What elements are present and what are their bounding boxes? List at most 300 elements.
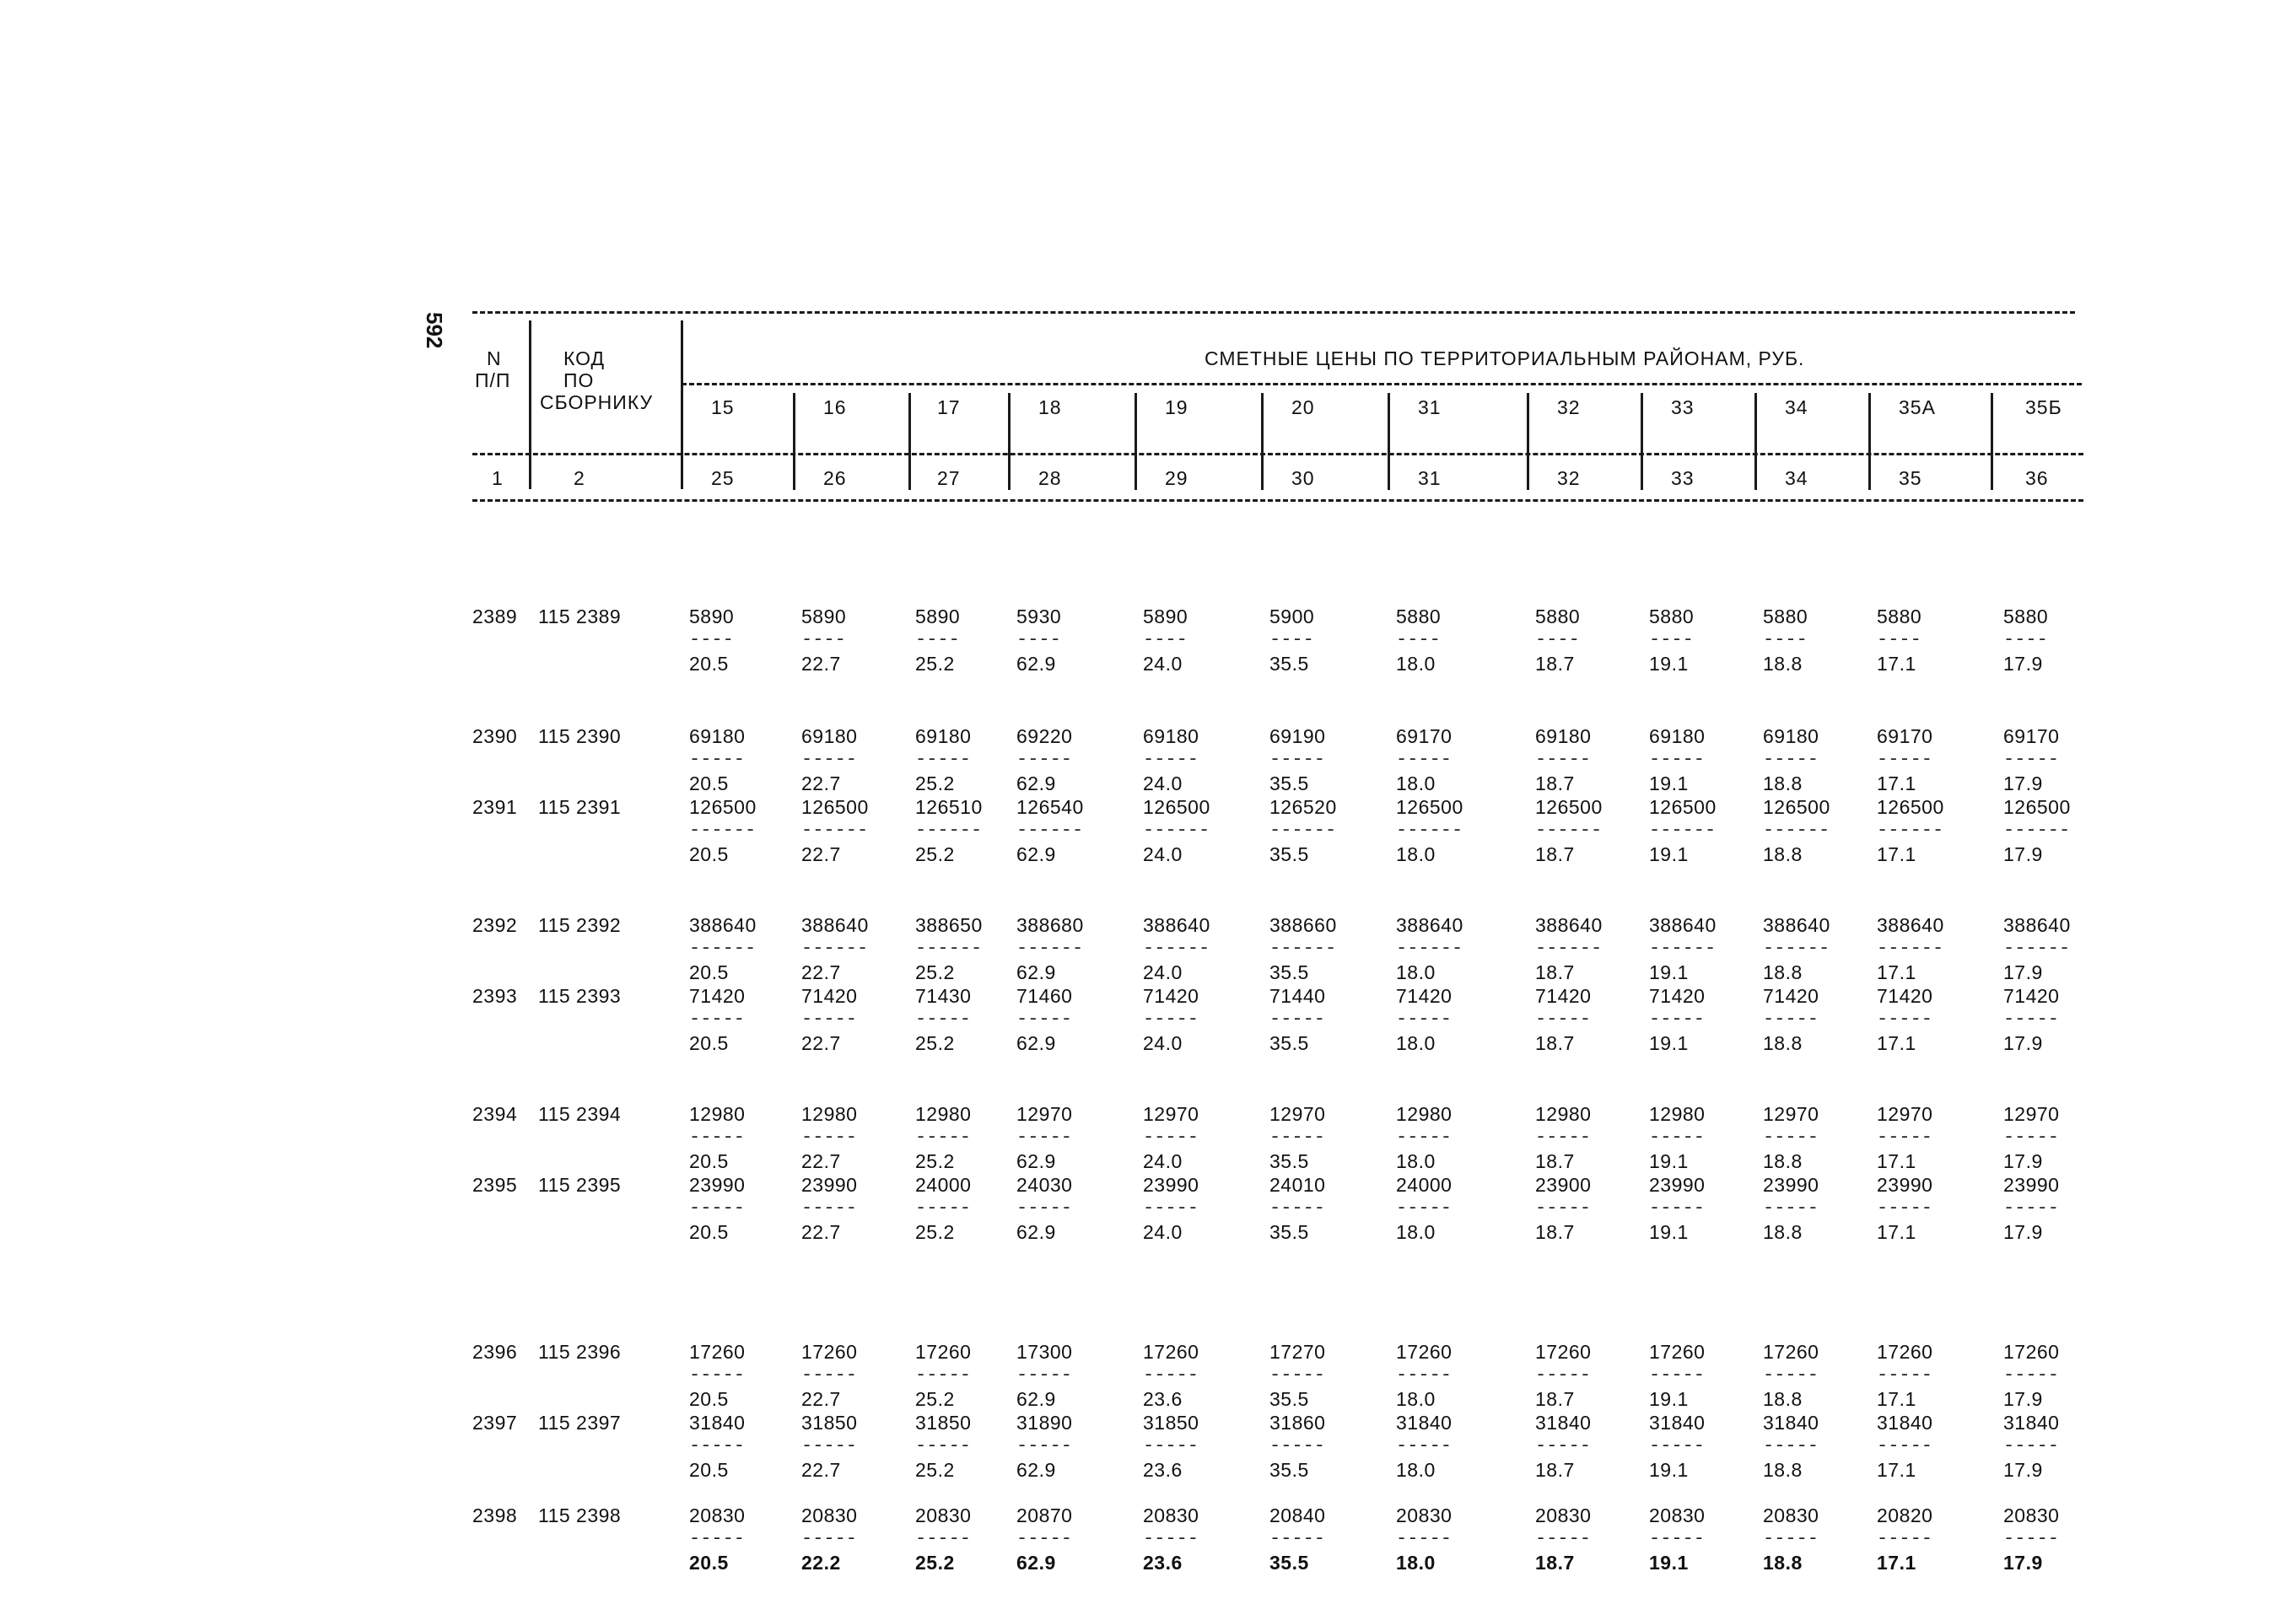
price-value: 69170 [2003,725,2060,747]
district-header-2: 17 [937,396,961,418]
column-index-12: 35 [1899,467,1922,489]
header-code-label-1: КОД [563,347,606,369]
price-value: 69180 [1763,725,1819,747]
price-value: 17300 [1016,1341,1073,1363]
coefficient-value: 20.5 [689,961,729,983]
fraction-dashes: ----- [1649,1435,1706,1456]
fraction-dashes: ---- [1649,629,1694,650]
price-value: 12980 [1649,1103,1706,1125]
coefficient-value: 25.2 [915,1552,955,1574]
header-code-label-3: СБОРНИКУ [540,391,654,413]
fraction-dashes: ----- [1763,1528,1819,1549]
price-value: 12970 [1269,1103,1326,1125]
fraction-dashes: ----- [1535,1009,1592,1030]
price-value: 24000 [1396,1174,1453,1196]
price-value: 126500 [2003,796,2071,818]
price-value: 5880 [1396,605,1442,627]
district-separator-9 [1868,393,1871,490]
fraction-dashes: ----- [1535,749,1592,770]
coefficient-value: 18.0 [1396,1552,1436,1574]
row-code: 115 2389 [538,605,622,627]
price-value: 69170 [1396,725,1453,747]
coefficient-value: 17.1 [1877,1221,1916,1243]
fraction-dashes: ----- [2003,1528,2060,1549]
header-sep-np [529,320,531,489]
fraction-dashes: ----- [1396,1528,1453,1549]
coefficient-value: 18.7 [1535,1221,1575,1243]
price-value: 31840 [2003,1412,2060,1434]
district-separator-6 [1527,393,1529,490]
price-value: 31840 [1877,1412,1933,1434]
column-index-4: 27 [937,467,961,489]
coefficient-value: 35.5 [1269,772,1309,794]
fraction-dashes: ------ [1396,938,1463,959]
price-value: 12970 [2003,1103,2060,1125]
fraction-dashes: ----- [1269,749,1326,770]
price-value: 5930 [1016,605,1062,627]
fraction-dashes: ----- [1649,1127,1706,1148]
coefficient-value: 22.7 [801,1459,841,1481]
column-index-7: 30 [1291,467,1315,489]
price-value: 388640 [1396,914,1463,936]
coefficient-value: 24.0 [1143,1150,1183,1172]
fraction-dashes: ----- [1143,749,1199,770]
price-value: 126500 [1649,796,1717,818]
coefficient-value: 18.0 [1396,772,1436,794]
fraction-dashes: ----- [1649,1364,1706,1386]
coefficient-value: 20.5 [689,1221,729,1243]
coefficient-value: 20.5 [689,1032,729,1054]
column-index-11: 34 [1785,467,1808,489]
row-number: 2393 [472,985,518,1007]
coefficient-value: 19.1 [1649,1459,1689,1481]
fraction-dashes: ----- [1269,1127,1326,1148]
coefficient-value: 19.1 [1649,843,1689,865]
fraction-dashes: ----- [689,1127,746,1148]
fraction-dashes: ----- [1649,1528,1706,1549]
fraction-dashes: ------ [1143,938,1210,959]
price-value: 388640 [1877,914,1944,936]
row-code: 115 2394 [538,1103,622,1125]
coefficient-value: 17.9 [2003,772,2043,794]
price-value: 126510 [915,796,983,818]
fraction-dashes: ---- [1143,629,1188,650]
price-value: 23990 [1877,1174,1933,1196]
coefficient-value: 17.1 [1877,1032,1916,1054]
price-value: 23990 [1649,1174,1706,1196]
fraction-dashes: ------ [1016,938,1084,959]
price-value: 20870 [1016,1504,1073,1526]
price-value: 388640 [801,914,869,936]
fraction-dashes: ----- [915,1127,972,1148]
price-value: 23990 [1143,1174,1199,1196]
fraction-dashes: ----- [915,1435,972,1456]
coefficient-value: 17.9 [2003,1459,2043,1481]
fraction-dashes: ----- [1396,1009,1453,1030]
price-value: 388680 [1016,914,1084,936]
page-number: 592 [422,312,447,349]
coefficient-value: 17.9 [2003,961,2043,983]
fraction-dashes: ----- [1535,1435,1592,1456]
coefficient-value: 17.1 [1877,653,1916,675]
fraction-dashes: ----- [915,1198,972,1219]
fraction-dashes: ---- [1016,629,1061,650]
coefficient-value: 25.2 [915,1388,955,1410]
price-value: 5880 [1877,605,1922,627]
price-value: 12980 [1535,1103,1592,1125]
price-value: 12980 [915,1103,972,1125]
fraction-dashes: ----- [1763,1198,1819,1219]
row-number: 2395 [472,1174,518,1196]
price-value: 126500 [1143,796,1210,818]
coefficient-value: 62.9 [1016,843,1056,865]
coefficient-value: 22.7 [801,1032,841,1054]
coefficient-value: 18.7 [1535,1388,1575,1410]
price-value: 17260 [1763,1341,1819,1363]
fraction-dashes: ----- [1016,1127,1073,1148]
fraction-dashes: ----- [2003,1435,2060,1456]
fraction-dashes: ----- [1877,1009,1933,1030]
price-value: 71420 [1877,985,1933,1007]
coefficient-value: 19.1 [1649,1388,1689,1410]
price-value: 126500 [1877,796,1944,818]
fraction-dashes: ----- [1649,1198,1706,1219]
price-value: 20820 [1877,1504,1933,1526]
coefficient-value: 23.6 [1143,1459,1183,1481]
fraction-dashes: ----- [915,749,972,770]
coefficient-value: 22.7 [801,653,841,675]
price-value: 388640 [1763,914,1830,936]
price-value: 388640 [2003,914,2071,936]
row-number: 2389 [472,605,518,627]
header-code-label-2: ПО [563,369,595,391]
coefficient-value: 19.1 [1649,961,1689,983]
fraction-dashes: ----- [1396,1435,1453,1456]
fraction-dashes: ------ [915,938,983,959]
coefficient-value: 62.9 [1016,1221,1056,1243]
fraction-dashes: ------ [801,938,869,959]
price-value: 5900 [1269,605,1315,627]
fraction-dashes: ------ [1649,938,1717,959]
coefficient-value: 20.5 [689,1150,729,1172]
row-code: 115 2390 [538,725,622,747]
fraction-dashes: ------ [915,820,983,841]
coefficient-value: 22.7 [801,1221,841,1243]
fraction-dashes: ------ [1269,820,1337,841]
fraction-dashes: ----- [801,1364,858,1386]
fraction-dashes: ------ [1535,820,1603,841]
price-value: 17260 [801,1341,858,1363]
coefficient-value: 62.9 [1016,961,1056,983]
coefficient-value: 18.8 [1763,1388,1803,1410]
fraction-dashes: ----- [1143,1528,1199,1549]
coefficient-value: 62.9 [1016,1032,1056,1054]
price-value: 31840 [1649,1412,1706,1434]
row-code: 115 2397 [538,1412,622,1434]
district-header-4: 19 [1165,396,1188,418]
fraction-dashes: ------ [1535,938,1603,959]
price-value: 23990 [689,1174,746,1196]
price-value: 20830 [1649,1504,1706,1526]
fraction-dashes: ----- [1016,1198,1073,1219]
coefficient-value: 17.1 [1877,1150,1916,1172]
district-separator-4 [1261,393,1264,490]
coefficient-value: 18.0 [1396,1032,1436,1054]
price-value: 17260 [2003,1341,2060,1363]
coefficient-value: 17.9 [2003,1032,2043,1054]
price-value: 17260 [1649,1341,1706,1363]
price-value: 126500 [689,796,757,818]
coefficient-value: 17.9 [2003,1552,2043,1574]
price-value: 23990 [2003,1174,2060,1196]
fraction-dashes: ----- [1877,1198,1933,1219]
price-value: 69170 [1877,725,1933,747]
price-value: 71420 [1143,985,1199,1007]
coefficient-value: 25.2 [915,1032,955,1054]
price-value: 126500 [801,796,869,818]
price-value: 5890 [689,605,735,627]
price-value: 17260 [915,1341,972,1363]
price-value: 31840 [689,1412,746,1434]
fraction-dashes: ----- [1763,1364,1819,1386]
fraction-dashes: ----- [915,1528,972,1549]
fraction-dashes: ----- [1143,1127,1199,1148]
price-value: 69190 [1269,725,1326,747]
fraction-dashes: ----- [1535,1364,1592,1386]
price-value: 12970 [1143,1103,1199,1125]
price-value: 20830 [801,1504,858,1526]
coefficient-value: 17.1 [1877,1388,1916,1410]
price-value: 69220 [1016,725,1073,747]
row-number: 2398 [472,1504,518,1526]
fraction-dashes: ----- [1535,1127,1592,1148]
price-value: 12980 [1396,1103,1453,1125]
fraction-dashes: ------ [1143,820,1210,841]
column-index-5: 28 [1038,467,1062,489]
coefficient-value: 18.7 [1535,1459,1575,1481]
price-value: 71420 [1396,985,1453,1007]
fraction-dashes: ------ [1649,820,1717,841]
district-header-10: 35А [1899,396,1936,418]
coefficient-value: 35.5 [1269,1459,1309,1481]
price-value: 71430 [915,985,972,1007]
coefficient-value: 18.7 [1535,772,1575,794]
coefficient-value: 18.0 [1396,1150,1436,1172]
coefficient-value: 18.8 [1763,1032,1803,1054]
fraction-dashes: ----- [1763,749,1819,770]
row-code: 115 2391 [538,796,622,818]
fraction-dashes: ----- [1396,749,1453,770]
price-value: 12970 [1877,1103,1933,1125]
fraction-dashes: ----- [1763,1127,1819,1148]
fraction-dashes: ------ [1763,938,1830,959]
row-number: 2391 [472,796,518,818]
coefficient-value: 17.1 [1877,961,1916,983]
district-header-1: 16 [823,396,847,418]
fraction-dashes: ----- [915,1364,972,1386]
coefficient-value: 35.5 [1269,1150,1309,1172]
price-value: 126500 [1396,796,1463,818]
row-number: 2390 [472,725,518,747]
price-value: 31840 [1535,1412,1592,1434]
fraction-dashes: ---- [801,629,846,650]
header-mid-rule [472,453,2083,455]
coefficient-value: 62.9 [1016,653,1056,675]
fraction-dashes: ----- [1535,1528,1592,1549]
price-value: 5890 [1143,605,1188,627]
fraction-dashes: ----- [801,1127,858,1148]
header-sep-code [681,320,683,489]
price-value: 126520 [1269,796,1337,818]
district-separator-0 [793,393,795,490]
fraction-dashes: ---- [689,629,734,650]
district-separator-7 [1641,393,1643,490]
row-code: 115 2395 [538,1174,622,1196]
fraction-dashes: ------ [1763,820,1830,841]
fraction-dashes: ----- [801,1435,858,1456]
price-value: 126500 [1763,796,1830,818]
district-header-9: 34 [1785,396,1808,418]
district-header-5: 20 [1291,396,1315,418]
price-value: 20830 [2003,1504,2060,1526]
coefficient-value: 20.5 [689,653,729,675]
price-value: 17270 [1269,1341,1326,1363]
price-value: 126540 [1016,796,1084,818]
fraction-dashes: ------ [2003,820,2071,841]
coefficient-value: 19.1 [1649,1032,1689,1054]
fraction-dashes: ------ [689,938,757,959]
fraction-dashes: ----- [915,1009,972,1030]
fraction-dashes: ----- [1877,1364,1933,1386]
coefficient-value: 20.5 [689,1552,729,1574]
fraction-dashes: ----- [1143,1198,1199,1219]
district-separator-3 [1135,393,1137,490]
coefficient-value: 20.5 [689,1388,729,1410]
price-value: 24030 [1016,1174,1073,1196]
column-index-13: 36 [2025,467,2049,489]
price-value: 71460 [1016,985,1073,1007]
price-value: 17260 [689,1341,746,1363]
coefficient-value: 24.0 [1143,843,1183,865]
fraction-dashes: ----- [689,1198,746,1219]
coefficient-value: 18.0 [1396,961,1436,983]
column-index-3: 26 [823,467,847,489]
fraction-dashes: ----- [1763,1435,1819,1456]
fraction-dashes: ---- [2003,629,2048,650]
price-value: 20840 [1269,1504,1326,1526]
column-index-1: 2 [574,467,585,489]
column-index-2: 25 [711,467,735,489]
coefficient-value: 62.9 [1016,1552,1056,1574]
coefficient-value: 17.1 [1877,772,1916,794]
fraction-dashes: ---- [1763,629,1808,650]
fraction-dashes: ----- [1763,1009,1819,1030]
fraction-dashes: ----- [1877,1127,1933,1148]
row-number: 2397 [472,1412,518,1434]
district-header-0: 15 [711,396,735,418]
fraction-dashes: ---- [1269,629,1314,650]
fraction-dashes: ---- [915,629,960,650]
fraction-dashes: ---- [1535,629,1580,650]
coefficient-value: 18.7 [1535,1150,1575,1172]
coefficient-value: 18.0 [1396,1459,1436,1481]
district-separator-1 [908,393,911,490]
price-value: 12980 [689,1103,746,1125]
price-value: 388650 [915,914,983,936]
price-value: 69180 [801,725,858,747]
price-value: 388660 [1269,914,1337,936]
price-value: 71420 [801,985,858,1007]
row-code: 115 2398 [538,1504,622,1526]
coefficient-value: 17.9 [2003,1388,2043,1410]
fraction-dashes: ----- [1269,1435,1326,1456]
price-value: 31840 [1763,1412,1819,1434]
price-value: 31850 [1143,1412,1199,1434]
fraction-dashes: ------ [1396,820,1463,841]
coefficient-value: 35.5 [1269,653,1309,675]
coefficient-value: 25.2 [915,1150,955,1172]
header-bottom-rule [472,499,2083,502]
coefficient-value: 22.7 [801,961,841,983]
fraction-dashes: ---- [1877,629,1921,650]
price-value: 5880 [1535,605,1581,627]
coefficient-value: 62.9 [1016,772,1056,794]
fraction-dashes: ----- [1269,1528,1326,1549]
coefficient-value: 18.0 [1396,653,1436,675]
coefficient-value: 22.7 [801,1150,841,1172]
column-index-6: 29 [1165,467,1188,489]
fraction-dashes: ----- [1269,1198,1326,1219]
fraction-dashes: ----- [1016,749,1073,770]
coefficient-value: 24.0 [1143,1221,1183,1243]
fraction-dashes: ----- [1649,749,1706,770]
header-top-rule [472,311,2075,314]
coefficient-value: 19.1 [1649,1552,1689,1574]
price-value: 31850 [915,1412,972,1434]
fraction-dashes: ------ [801,820,869,841]
coefficient-value: 17.9 [2003,653,2043,675]
price-value: 5880 [2003,605,2049,627]
coefficient-value: 18.7 [1535,961,1575,983]
fraction-dashes: ------ [2003,938,2071,959]
fraction-dashes: ----- [1877,1528,1933,1549]
coefficient-value: 25.2 [915,653,955,675]
price-value: 5890 [915,605,961,627]
fraction-dashes: ----- [2003,1198,2060,1219]
price-value: 71440 [1269,985,1326,1007]
coefficient-value: 35.5 [1269,843,1309,865]
coefficient-value: 18.8 [1763,1459,1803,1481]
coefficient-value: 18.8 [1763,772,1803,794]
price-value: 69180 [915,725,972,747]
coefficient-value: 24.0 [1143,653,1183,675]
price-value: 71420 [689,985,746,1007]
coefficient-value: 35.5 [1269,961,1309,983]
fraction-dashes: ---- [1396,629,1441,650]
coefficient-value: 17.1 [1877,1552,1916,1574]
fraction-dashes: ----- [689,1009,746,1030]
coefficient-value: 62.9 [1016,1388,1056,1410]
coefficient-value: 18.8 [1763,843,1803,865]
price-value: 31850 [801,1412,858,1434]
coefficient-value: 35.5 [1269,1221,1309,1243]
fraction-dashes: ----- [801,749,858,770]
header-np-label-2: П/П [475,369,511,391]
coefficient-value: 18.0 [1396,1388,1436,1410]
price-value: 388640 [1143,914,1210,936]
coefficient-value: 23.6 [1143,1552,1183,1574]
column-index-9: 32 [1557,467,1581,489]
